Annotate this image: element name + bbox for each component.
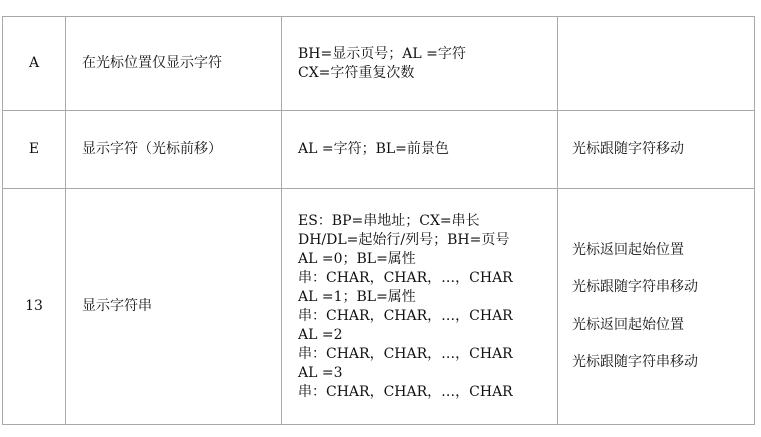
return-info-cell: [558, 17, 755, 111]
entry-param-line: AL =2: [298, 326, 343, 343]
return-info-line: 光标返回起始位置: [572, 316, 684, 333]
return-info-line: 光标返回起始位置: [572, 241, 684, 258]
function-code: 13: [25, 298, 43, 314]
entry-params-cell: [282, 111, 558, 189]
function-code-cell: [3, 17, 66, 111]
entry-param-line: 串：CHAR，CHAR，…，CHAR: [298, 269, 513, 286]
entry-param-line: DH/DL=起始行/列号；BH=页号: [298, 231, 510, 248]
table-row: [3, 111, 755, 189]
entry-param-line: 串：CHAR，CHAR，…，CHAR: [298, 307, 513, 324]
return-info-cell: [558, 189, 755, 425]
return-info-cell: [558, 111, 755, 189]
entry-param-line: ES：BP=串地址；CX=串长: [298, 212, 480, 229]
entry-param-line: AL =0；BL=属性: [298, 250, 416, 267]
function-description: 在光标位置仅显示字符: [82, 55, 222, 71]
function-description: 显示字符（光标前移）: [82, 141, 222, 157]
function-code: A: [28, 55, 40, 71]
function-desc-cell: [66, 17, 282, 111]
entry-param-line: AL =字符；BL=前景色: [298, 141, 449, 157]
table-row: [3, 17, 755, 111]
function-code-cell: [3, 189, 66, 425]
return-info-line: 光标跟随字符串移动: [572, 354, 698, 370]
return-info-line: 光标跟随字符串移动: [572, 279, 698, 295]
entry-param-line: CX=字符重复次数: [298, 64, 415, 81]
entry-param-line: AL =3: [298, 364, 343, 381]
entry-param-line: 串：CHAR，CHAR，…，CHAR: [298, 345, 513, 362]
function-code-cell: [3, 111, 66, 189]
bios-int10-table: [2, 16, 755, 425]
function-code: E: [28, 141, 40, 157]
return-info-stack: [572, 216, 754, 398]
entry-param-line: 串：CHAR，CHAR，…，CHAR: [298, 383, 513, 400]
entry-params-cell: [282, 17, 558, 111]
function-description: 显示字符串: [82, 298, 152, 314]
return-info-line: 光标跟随字符移动: [572, 141, 684, 157]
entry-params-cell: [282, 189, 558, 425]
function-desc-cell: [66, 189, 282, 425]
table-row: [3, 189, 755, 425]
function-desc-cell: [66, 111, 282, 189]
entry-param-line: BH=显示页号；AL =字符: [298, 45, 466, 62]
entry-param-line: AL =1；BL=属性: [298, 288, 416, 305]
